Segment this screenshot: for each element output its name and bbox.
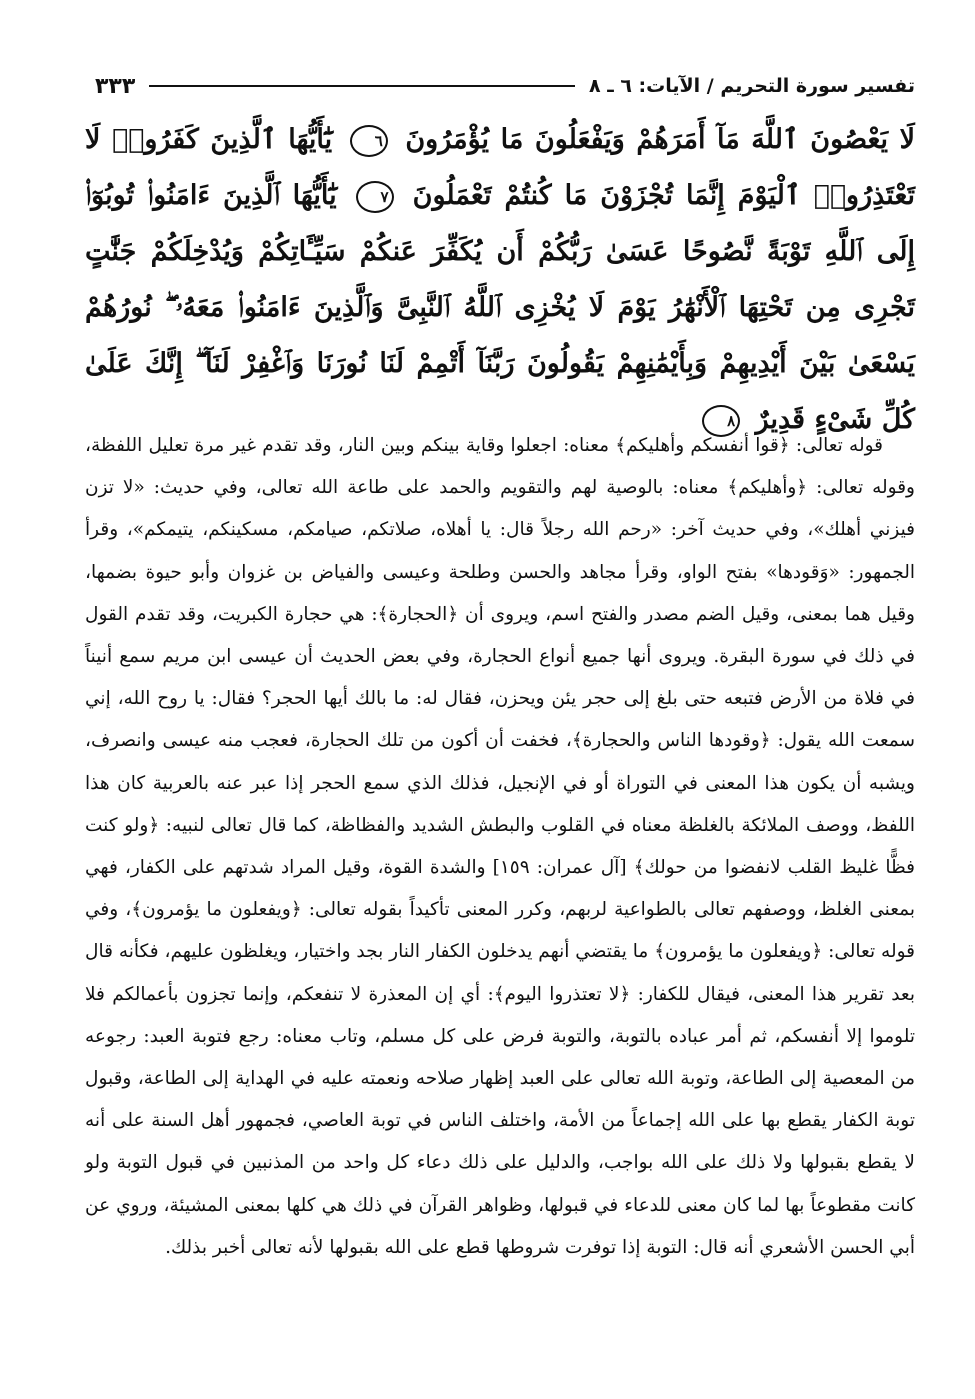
header-rule [149, 85, 575, 87]
verse-text-8: يَٰٓأَيُّهَا ٱلَّذِينَ ءَامَنُوا۟ تُوبُوٓا۟ إِلَى ٱللَّهِ تَوْبَةً نَّصُوحًا عَسَىٰ رَبُّكُمْ أَن يُكَفِّرَ عَنكُمْ سَيِّـَٔاتِكُمْ وَيُدْخِلَكُمْ جَنَّٰتٍ تَجْرِى مِن تَحْتِهَا ٱلْأَنْهَٰرُ يَوْمَ لَا يُخْزِى ٱللَّهُ ٱلنَّبِىَّ وَٱلَّذِينَ ءَامَنُوا۟ مَعَهُۥ ۖ نُورُهُمْ يَسْعَىٰ بَيْنَ أَيْدِيهِمْ وَبِأَيْمَٰنِهِمْ يَقُولُونَ رَبَّنَآ أَتْمِمْ لَنَا نُورَنَا وَٱغْفِرْ لَنَآ ۖ إِنَّكَ عَلَىٰ كُلِّ شَىْءٍ قَدِيرٌ [85, 180, 915, 435]
page-header [95, 68, 915, 104]
ayah-number-marker-6: ٦ [350, 125, 388, 157]
verse-text-6: لَا يَعْصُونَ ٱللَّهَ مَآ أَمَرَهُمْ وَيَفْعَلُونَ مَا يُؤْمَرُونَ [405, 124, 916, 155]
verse-text-7: يَٰٓأَيُّهَا ٱلَّذِينَ كَفَرُوا۟ لَا تَعْتَذِرُوا۟ ٱلْيَوْمَ إِنَّمَا تُجْزَوْنَ مَا كُنتُمْ تَعْمَلُونَ [85, 124, 915, 211]
page-number: ٣٣٣ [95, 73, 136, 99]
ayah-number-marker-7: ٧ [356, 181, 394, 213]
commentary-block [85, 425, 915, 1269]
ayah-number-marker-8: ٨ [702, 405, 740, 437]
commentary-paragraph: قوله تعالى: ﴿قوا أنفسكم وأهليكم﴾ معناه: اجعلوا وقاية بينكم وبين النار، وقد تقدم غير مرة تعليل اللفظة، وقوله تعالى: ﴿وأهليكم﴾ معناه: بالوصية لهم والتقويم والحمد على طاعة الله تعالى، وفي حديث: «لا تزن فيزني أهلك»، وفي حديث آخر: «رحم الله رجلاً قال: يا أهلاه، صلاتكم، صيامكم، مسكينكم، يتيمكم»، وقرأ الجمهور: «وَقودها» بفتح الواو، وقرأ مجاهد والحسن وطلحة وعيسى والفياض بن غزوان وأبو حيوة بضمها، وقيل هما بمعنى، وقيل الضم مصدر والفتح اسم، ويروى أن ﴿الحجارة﴾: هي حجارة الكبريت، وقد تقدم القول في ذلك في سورة البقرة. ويروى أنها جميع أنواع الحجارة، وفي بعض الحديث أن عيسى ابن مريم سمع أنيناً في فلاة من الأرض فتبعه حتى بلغ إلى حجر يئن ويحزن، فقال له: ما بالك أيها الحجر؟ فقال: يا روح الله، إني سمعت الله يقول: ﴿وقودها الناس والحجارة﴾، فخفت أن أكون من تلك الحجارة، فعجب منه عيسى وانصرف، ويشبه أن يكون هذا المعنى في التوراة أو في الإنجيل، فذلك الذي سمع الحجر إذا عبر عنه بالعربية كان هذا اللفظ، ووصف الملائكة بالغلظة معناه في القلوب والبطش الشديد والفظاظة، كما قال تعالى لنبيه: ﴿ولو كنت فظًّا غليظ القلب لانفضوا من حولك﴾ [آل عمران: ١٥٩] والشدة القوة، وقيل المراد شدتهم على الكفار، فهي بمعنى الغلظ، ووصفهم تعالى بالطواعية لربهم، وكرر المعنى تأكيداً بقوله تعالى: ﴿ويفعلون ما يؤمرون﴾، وفي قوله تعالى: ﴿ويفعلون ما يؤمرون﴾ ما يقتضي أنهم يدخلون الكفار النار بجد واختيار، ويغلظون عليهم، فكأنه قال بعد تقرير هذا المعنى، فيقال للكفار: ﴿لا تعتذروا اليوم﴾: أي إن المعذرة لا تنفعكم، وإنما تجزون بأعمالكم فلا تلوموا إلا أنفسكم، ثم أمر عباده بالتوبة، والتوبة فرض على كل مسلم، وتاب معناه: رجع فتوبة العبد: رجوعه من المعصية إلى الطاعة، وتوبة الله تعالى على العبد إظهار صلاحه ونعمته عليه في الهداية إلى الطاعة، وقبول توبة الكفار يقطع بها على الله إجماعاً من الأمة، واختلف الناس في توبة العاصي، فجمهور أهل السنة على أنه لا يقطع بقبولها ولا ذلك على الله بواجب، والدليل على ذلك دعاء كل واحد من المذنبين في قبول التوبة ولو كانت مقطوعاً بها لما كان معنى للدعاء في قبولها، وظواهر القرآن في ذلك هي كلها بمعنى المشيئة، وروي عن أبي الحسن الأشعري أنه قال: التوبة إذا توفرت شروطها قطع على الله بقبولها لأنه تعالى أخبر بذلك. [85, 435, 915, 1258]
running-title: تفسير سورة التحريم / الآيات: ٦ ـ ٨ [588, 75, 915, 97]
quran-verses-block [85, 112, 915, 448]
